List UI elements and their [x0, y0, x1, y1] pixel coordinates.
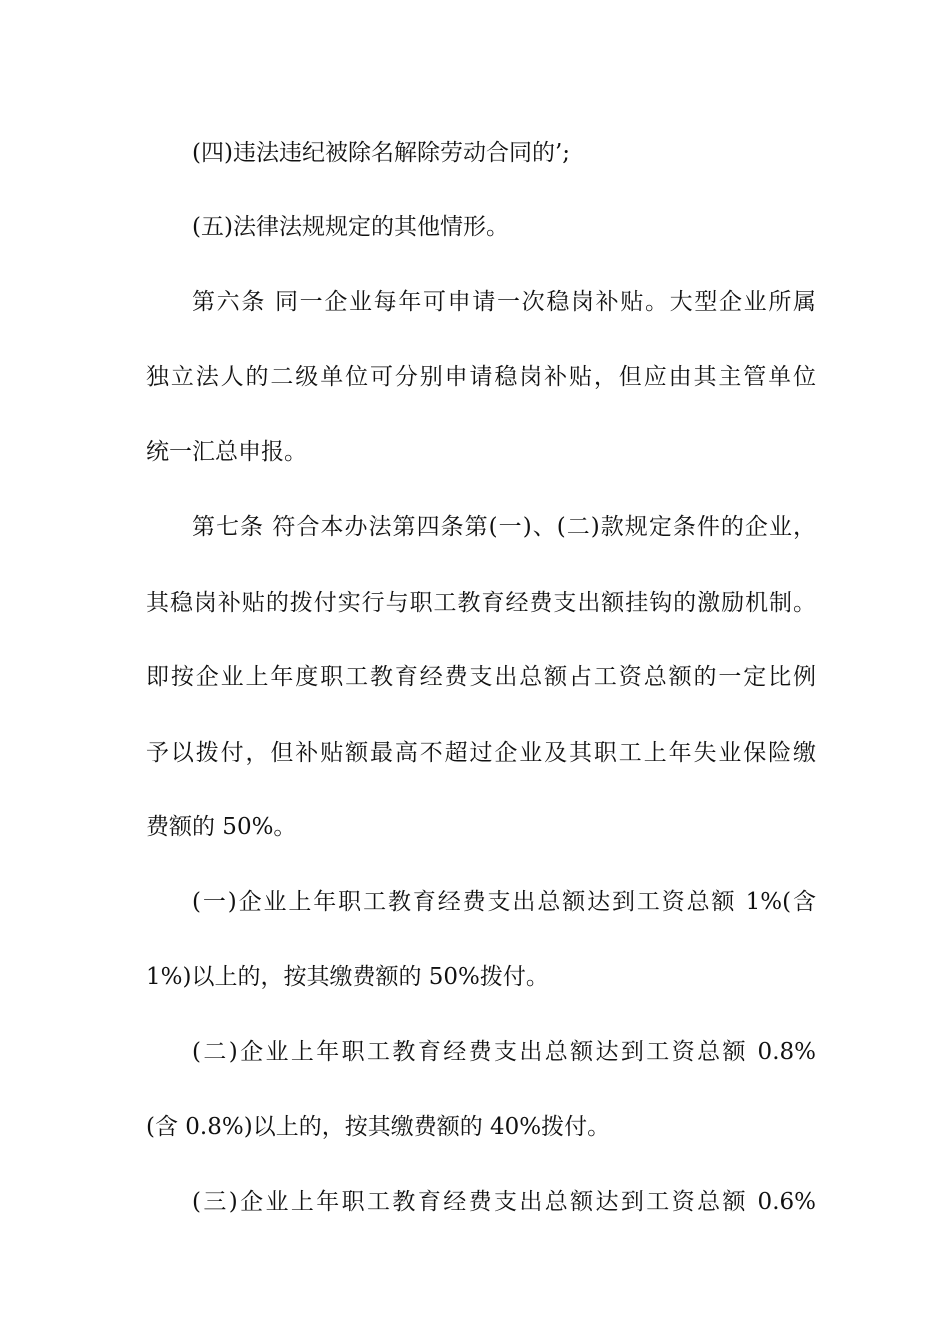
text-line-article-7-end: 费额的 50%。 [146, 814, 297, 840]
text-line-clause-1-start: (一)企业上年职工教育经费支出总额达到工资总额 1%(含 [192, 889, 816, 915]
text-line-article-6-cont: 独立法人的二级单位可分别申请稳岗补贴，但应由其主管单位 [146, 364, 816, 390]
text-line-article-6-start: 第六条 同一企业每年可申请一次稳岗补贴。大型企业所属 [192, 289, 816, 315]
text-line-article-7-start: 第七条 符合本办法第四条第(一)、(二)款规定条件的企业， [192, 514, 816, 540]
text-line-article-6-end: 统一汇总申报。 [146, 439, 307, 465]
text-line-item-4: (四)违法违纪被除名解除劳动合同的’; [192, 140, 571, 166]
text-line-clause-1-end: 1%)以上的，按其缴费额的 50%拨付。 [146, 964, 549, 990]
text-line-article-7-cont-2: 即按企业上年度职工教育经费支出总额占工资总额的一定比例 [146, 664, 816, 690]
text-line-article-7-cont-3: 予以拨付，但补贴额最高不超过企业及其职工上年失业保险缴 [146, 740, 816, 766]
text-line-item-5: (五)法律法规规定的其他情形。 [192, 214, 509, 240]
text-line-clause-3-start: (三)企业上年职工教育经费支出总额达到工资总额 0.6% [192, 1189, 816, 1215]
text-line-clause-2-start: (二)企业上年职工教育经费支出总额达到工资总额 0.8% [192, 1039, 816, 1065]
text-line-clause-2-end: (含 0.8%)以上的，按其缴费额的 40%拨付。 [146, 1114, 611, 1140]
text-line-article-7-cont-1: 其稳岗补贴的拨付实行与职工教育经费支出额挂钩的激励机制。 [146, 590, 816, 616]
